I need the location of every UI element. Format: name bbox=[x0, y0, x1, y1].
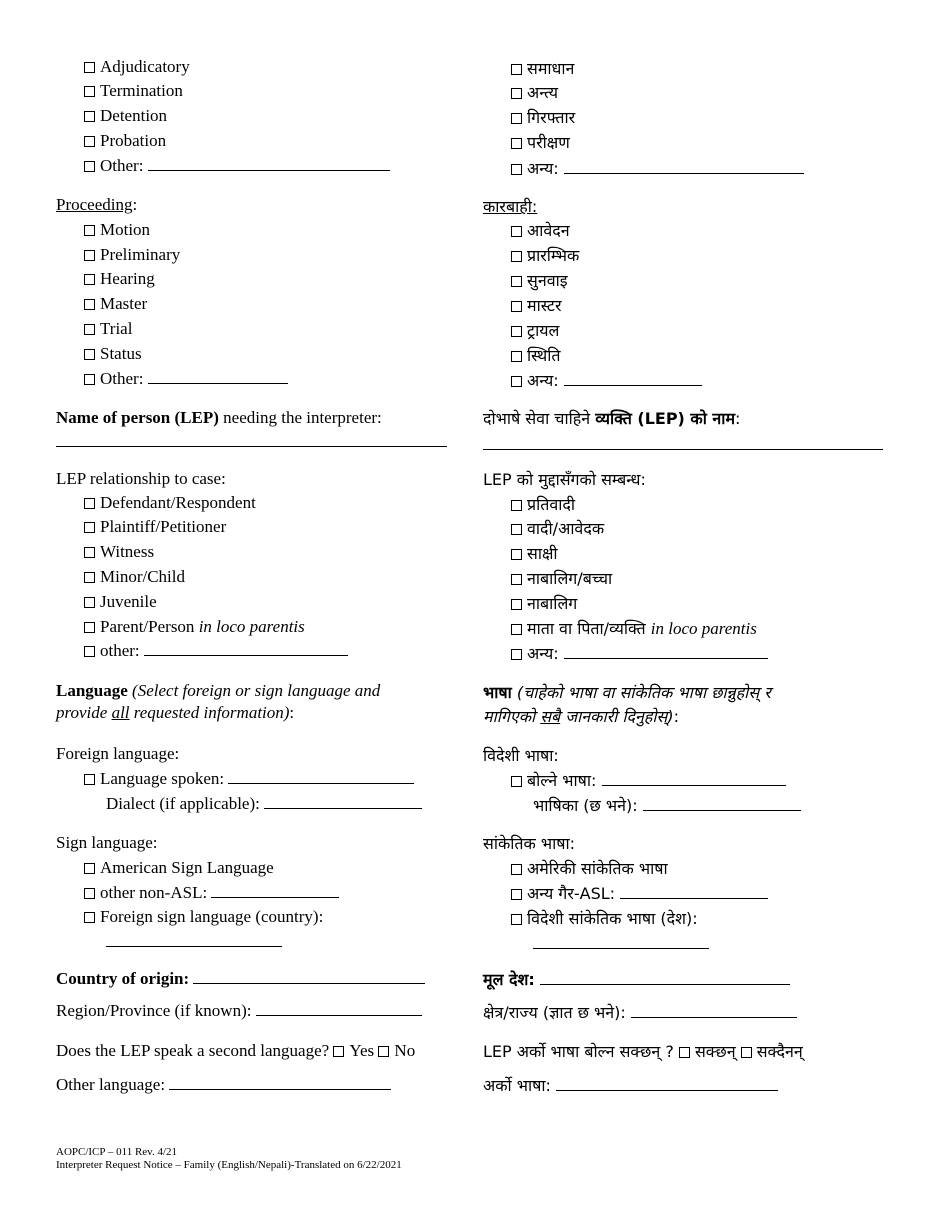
checkbox[interactable] bbox=[511, 113, 522, 124]
yes-checkbox-np[interactable] bbox=[679, 1047, 690, 1058]
relationship-option-juvenile[interactable]: Juvenile bbox=[84, 591, 157, 613]
no-checkbox-np[interactable] bbox=[741, 1047, 752, 1058]
checkbox[interactable] bbox=[84, 622, 95, 633]
checkbox[interactable] bbox=[511, 376, 522, 387]
proceeding-option-master-np[interactable]: मास्टर bbox=[511, 295, 562, 317]
sign-option-foreign-np[interactable]: विदेशी सांकेतिक भाषा (देश): bbox=[511, 908, 698, 930]
language-heading-np-line2: मागिएको सबै जानकारी दिनुहोस्): bbox=[483, 707, 679, 726]
checkbox[interactable] bbox=[511, 864, 522, 875]
proceeding-option-status[interactable]: Status bbox=[84, 343, 142, 365]
stage-option-probation[interactable]: Probation bbox=[84, 130, 166, 152]
language-spoken-option-np[interactable]: बोल्ने भाषा: bbox=[511, 770, 786, 792]
stage-option-detention[interactable]: Detention bbox=[84, 105, 167, 127]
relationship-heading-np: LEP को मुद्दासँगको सम्बन्ध: bbox=[483, 470, 646, 489]
checkbox[interactable] bbox=[511, 889, 522, 900]
relationship-option-nabalig[interactable]: नाबालिग bbox=[511, 593, 577, 615]
checkbox[interactable] bbox=[84, 888, 95, 899]
sign-option-asl-np[interactable]: अमेरिकी सांकेतिक भाषा bbox=[511, 858, 668, 880]
foreign-language-heading: Foreign language: bbox=[56, 744, 180, 763]
checkbox[interactable] bbox=[511, 624, 522, 635]
checkbox[interactable] bbox=[84, 111, 95, 122]
no-checkbox[interactable] bbox=[378, 1046, 389, 1057]
checkbox[interactable] bbox=[511, 301, 522, 312]
proceeding-option-hearing[interactable]: Hearing bbox=[84, 268, 155, 290]
sign-option-non-asl[interactable]: other non-ASL: bbox=[84, 882, 339, 904]
lep-name-label: Name of person (LEP) needing the interpreter: bbox=[56, 408, 382, 427]
proceeding-option-motion[interactable]: Motion bbox=[84, 219, 150, 241]
proceeding-option-other-np[interactable]: अन्य: bbox=[511, 370, 702, 392]
other-language-row: Other language: bbox=[56, 1074, 391, 1096]
foreign-language-heading-np: विदेशी भाषा: bbox=[483, 746, 559, 765]
relationship-option-other[interactable]: other: bbox=[84, 640, 348, 662]
checkbox[interactable] bbox=[511, 549, 522, 560]
lep-name-label-np: दोभाषे सेवा चाहिने व्यक्ति (LEP) को नाम: bbox=[483, 409, 741, 428]
checkbox[interactable] bbox=[84, 863, 95, 874]
region-field-np[interactable] bbox=[631, 1002, 797, 1018]
dialect-row: Dialect (if applicable): bbox=[106, 793, 422, 815]
relationship-option-parent[interactable]: Parent/Person in loco parentis bbox=[84, 616, 305, 638]
relationship-option-witness[interactable]: Witness bbox=[84, 541, 154, 563]
relationship-option-minor[interactable]: Minor/Child bbox=[84, 566, 185, 588]
checkbox[interactable] bbox=[511, 500, 522, 511]
relationship-option-parent-np[interactable]: माता वा पिता/व्यक्ति in loco parentis bbox=[511, 618, 757, 640]
proceeding-option-trial[interactable]: Trial bbox=[84, 318, 132, 340]
checkbox[interactable] bbox=[84, 912, 95, 923]
stage-option-termination[interactable]: Termination bbox=[84, 80, 183, 102]
yes-checkbox[interactable] bbox=[333, 1046, 344, 1057]
other-language-field[interactable] bbox=[169, 1074, 391, 1090]
stage-option-other[interactable]: Other: bbox=[84, 155, 390, 177]
region-row: Region/Province (if known): bbox=[56, 1000, 422, 1022]
proceeding-option-preliminary[interactable]: Preliminary bbox=[84, 244, 180, 266]
language-spoken-option[interactable]: Language spoken: bbox=[84, 768, 414, 790]
stage-other-field-np[interactable] bbox=[564, 158, 804, 174]
relationship-option-prativadi[interactable]: प्रतिवादी bbox=[511, 494, 575, 516]
language-spoken-field[interactable] bbox=[228, 768, 414, 784]
sign-language-heading: Sign language: bbox=[56, 833, 158, 852]
checkbox[interactable] bbox=[84, 374, 95, 385]
checkbox[interactable] bbox=[511, 776, 522, 787]
checkbox[interactable] bbox=[511, 88, 522, 99]
dialect-field-np[interactable] bbox=[643, 795, 801, 811]
checkbox[interactable] bbox=[511, 524, 522, 535]
checkbox[interactable] bbox=[511, 64, 522, 75]
form-code: AOPC/ICP – 011 Rev. 4/21 bbox=[56, 1146, 178, 1158]
country-of-origin-field[interactable] bbox=[193, 968, 425, 984]
proceeding-other-field[interactable] bbox=[148, 368, 288, 384]
proceeding-option-trial-np[interactable]: ट्रायल bbox=[511, 320, 559, 342]
stage-other-field[interactable] bbox=[148, 155, 390, 171]
checkbox[interactable] bbox=[511, 226, 522, 237]
proceeding-option-master[interactable]: Master bbox=[84, 293, 147, 315]
relationship-option-other-np[interactable]: अन्य: bbox=[511, 643, 768, 665]
region-row-np: क्षेत्र/राज्य (ज्ञात छ भने): bbox=[483, 1002, 797, 1024]
proceeding-other-field-np[interactable] bbox=[564, 370, 702, 386]
checkbox[interactable] bbox=[84, 646, 95, 657]
checkbox[interactable] bbox=[84, 250, 95, 261]
other-language-row-np: अर्को भाषा: bbox=[483, 1075, 778, 1097]
checkbox[interactable] bbox=[84, 86, 95, 97]
checkbox[interactable] bbox=[511, 649, 522, 660]
dialect-row-np: भाषिका (छ भने): bbox=[533, 795, 801, 817]
checkbox[interactable] bbox=[84, 161, 95, 172]
language-spoken-field-np[interactable] bbox=[602, 770, 786, 786]
checkbox[interactable] bbox=[511, 164, 522, 175]
relationship-option-sakshi[interactable]: साक्षी bbox=[511, 543, 558, 565]
checkbox[interactable] bbox=[84, 324, 95, 335]
checkbox[interactable] bbox=[84, 62, 95, 73]
sign-option-foreign[interactable]: Foreign sign language (country): bbox=[84, 906, 323, 928]
second-language-row-np: LEP अर्को भाषा बोल्न सक्छन् ? सक्छन् सक्दैनन् bbox=[483, 1042, 803, 1061]
dialect-field[interactable] bbox=[264, 793, 422, 809]
stage-option-adjudicatory[interactable]: Adjudicatory bbox=[84, 56, 190, 78]
checkbox[interactable] bbox=[511, 276, 522, 287]
checkbox[interactable] bbox=[511, 351, 522, 362]
foreign-sign-country-field-np[interactable] bbox=[533, 948, 709, 949]
proceeding-heading: Proceeding: bbox=[56, 195, 138, 214]
checkbox[interactable] bbox=[511, 251, 522, 262]
sign-option-asl[interactable]: American Sign Language bbox=[84, 857, 274, 879]
country-of-origin-row: Country of origin: bbox=[56, 968, 425, 990]
relationship-other-field[interactable] bbox=[144, 640, 348, 656]
foreign-sign-country-field[interactable] bbox=[106, 946, 282, 947]
lep-name-field[interactable] bbox=[56, 446, 447, 447]
other-language-field-np[interactable] bbox=[556, 1075, 778, 1091]
lep-name-field-np[interactable] bbox=[483, 449, 883, 450]
checkbox[interactable] bbox=[84, 225, 95, 236]
region-field[interactable] bbox=[256, 1000, 422, 1016]
stage-option-antya[interactable]: अन्त्य bbox=[511, 82, 558, 104]
checkbox[interactable] bbox=[84, 274, 95, 285]
checkbox[interactable] bbox=[84, 547, 95, 558]
stage-option-parikshan[interactable]: परीक्षण bbox=[511, 132, 570, 154]
relationship-other-field-np[interactable] bbox=[564, 643, 768, 659]
non-asl-field-np[interactable] bbox=[620, 883, 768, 899]
checkbox[interactable] bbox=[84, 774, 95, 785]
checkbox[interactable] bbox=[511, 574, 522, 585]
checkbox[interactable] bbox=[511, 138, 522, 149]
relationship-option-defendant[interactable]: Defendant/Respondent bbox=[84, 492, 256, 514]
second-language-row: Does the LEP speak a second language? Yes No bbox=[56, 1041, 416, 1060]
checkbox[interactable] bbox=[84, 522, 95, 533]
proceeding-option-other[interactable]: Other: bbox=[84, 368, 288, 390]
checkbox[interactable] bbox=[511, 914, 522, 925]
proceeding-option-prarambhik[interactable]: प्रारम्भिक bbox=[511, 245, 579, 267]
stage-option-giraftar[interactable]: गिरफ्तार bbox=[511, 107, 575, 129]
page-footer bbox=[56, 1146, 402, 1172]
relationship-option-vadi[interactable]: वादी/आवेदक bbox=[511, 518, 604, 540]
checkbox[interactable] bbox=[84, 597, 95, 608]
non-asl-field[interactable] bbox=[211, 882, 339, 898]
checkbox[interactable] bbox=[84, 136, 95, 147]
checkbox[interactable] bbox=[84, 349, 95, 360]
country-of-origin-field-np[interactable] bbox=[540, 969, 790, 985]
checkbox[interactable] bbox=[84, 299, 95, 310]
proceeding-option-aavedan[interactable]: आवेदन bbox=[511, 220, 570, 242]
checkbox[interactable] bbox=[84, 498, 95, 509]
stage-option-samadhan[interactable]: समाधान bbox=[511, 58, 574, 80]
stage-option-other-np[interactable]: अन्य: bbox=[511, 158, 804, 180]
checkbox[interactable] bbox=[511, 326, 522, 337]
proceeding-option-sunuwai[interactable]: सुनवाइ bbox=[511, 270, 568, 292]
checkbox[interactable] bbox=[84, 572, 95, 583]
proceeding-heading-np: कारबाही: bbox=[483, 197, 538, 216]
sign-option-non-asl-np[interactable]: अन्य गैर-ASL: bbox=[511, 883, 768, 905]
checkbox[interactable] bbox=[511, 599, 522, 610]
relationship-heading: LEP relationship to case: bbox=[56, 469, 226, 488]
proceeding-option-sthiti[interactable]: स्थिति bbox=[511, 345, 561, 367]
relationship-option-nabalig-bachcha[interactable]: नाबालिग/बच्चा bbox=[511, 568, 612, 590]
country-of-origin-row-np: मूल देश: bbox=[483, 969, 790, 991]
language-heading-np: भाषा (चाहेको भाषा वा सांकेतिक भाषा छान्नुहोस् र bbox=[483, 683, 771, 702]
language-heading: Language (Select foreign or sign language and bbox=[56, 681, 381, 700]
relationship-option-plaintiff[interactable]: Plaintiff/Petitioner bbox=[84, 516, 226, 538]
form-title: Interpreter Request Notice – Family (English/Nepali)-Translated on 6/22/2021 bbox=[56, 1159, 402, 1171]
sign-language-heading-np: सांकेतिक भाषा: bbox=[483, 834, 576, 853]
language-heading-line2: provide all requested information): bbox=[56, 703, 295, 722]
